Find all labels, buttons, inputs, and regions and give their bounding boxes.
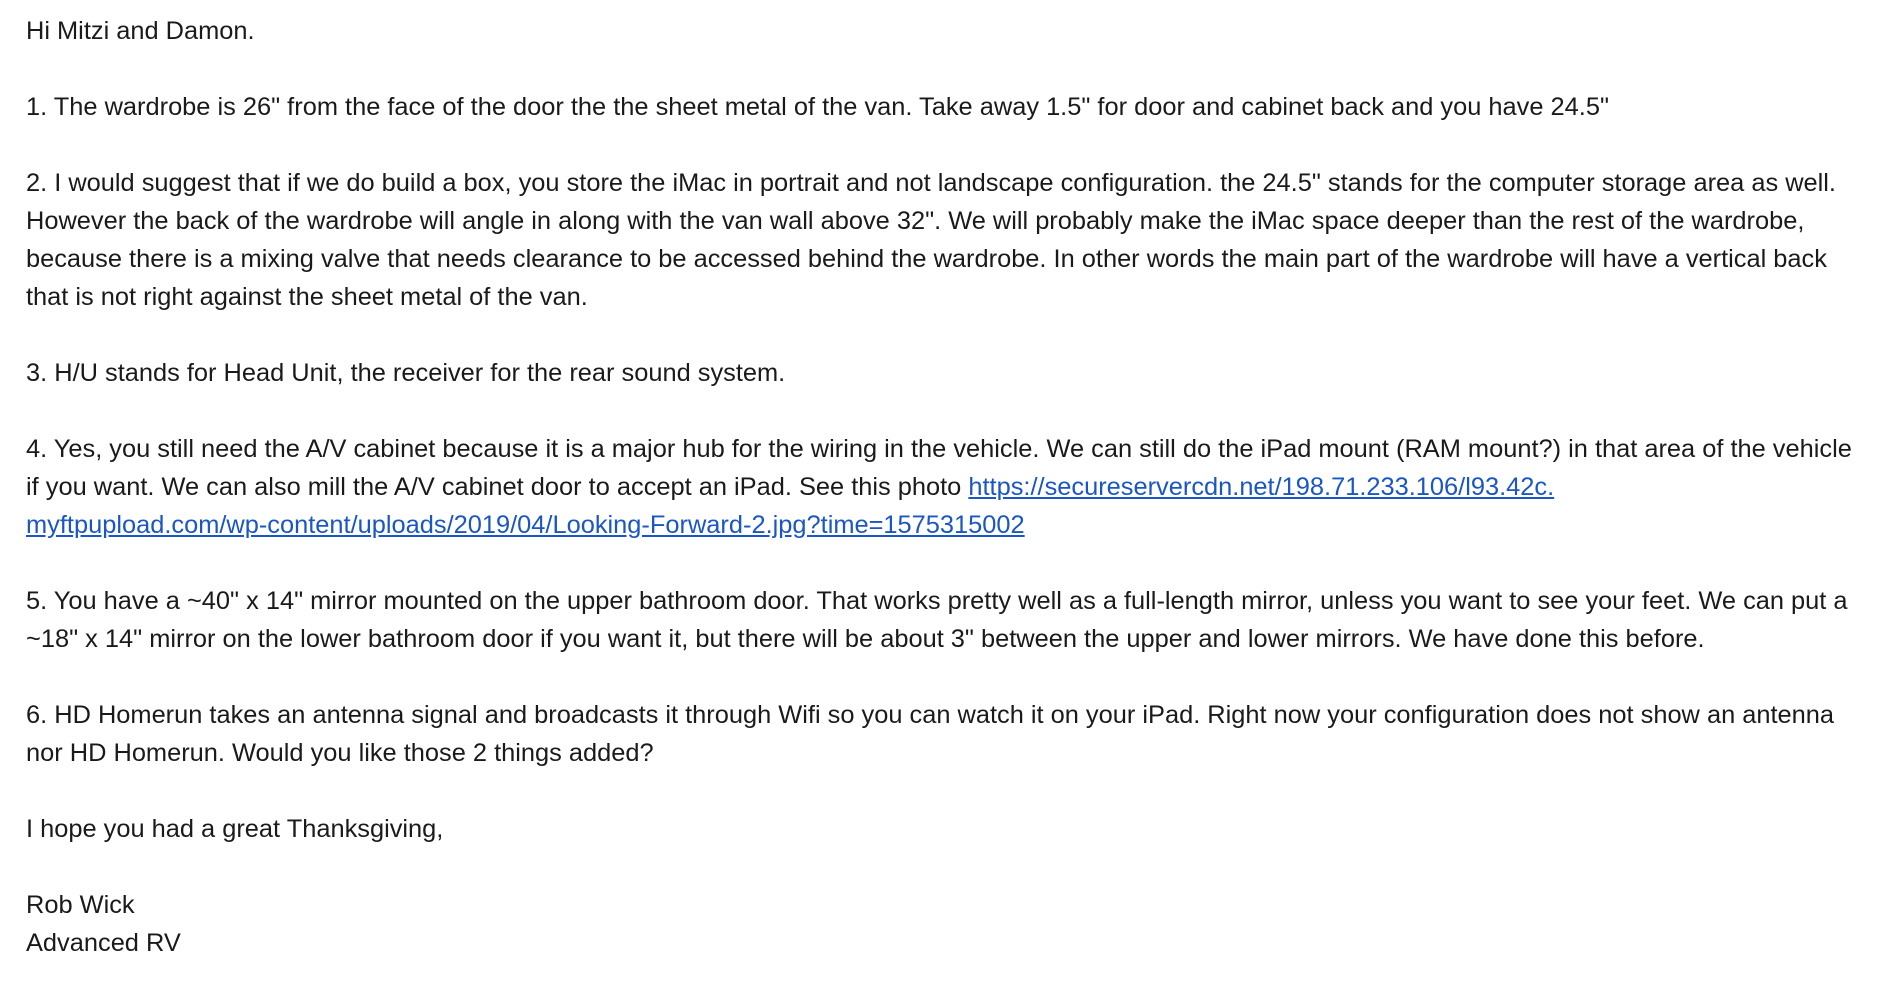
signature-company: Advanced RV [26,929,181,957]
signature-name: Rob Wick [26,891,135,919]
point-2: 2. I would suggest that if we do build a box, you store the iMac in portrait and not landscape configuration. the 24.5" stands for the computer storage area as well. However the back of the wardrobe will angle in along with the van wall above 32". We will probably make the iMac space deeper than the rest of the wardrobe, because there is a mixing valve that needs clearance to be accessed behind the wardrobe. In other words the main part of the wardrobe will have a vertical back that is not right against the sheet metal of the van. [26,169,1836,311]
greeting: Hi Mitzi and Damon. [26,17,255,45]
email-body [26,12,1871,962]
point-3: 3. H/U stands for Head Unit, the receiver for the rear sound system. [26,359,786,387]
point-1: 1. The wardrobe is 26" from the face of the door the the sheet metal of the van. Take away 1.5" for door and cabinet back and you have 24.5" [26,93,1609,121]
photo-link-part-1: https://secureservercdn.net/198.71.233.106/l93.42c. [968,473,1555,501]
closing: I hope you had a great Thanksgiving, [26,815,444,843]
point-5: 5. You have a ~40" x 14" mirror mounted on the upper bathroom door. That works pretty well as a full-length mirror, unless you want to see your feet. We can put a ~18" x 14" mirror on the lower bathroom door if you want it, but there will be about 3" between the upper and lower mirrors. We have done this before. [26,587,1848,653]
point-4-text: 4. Yes, you still need the A/V cabinet because it is a major hub for the wiring in the vehicle. We can still do the iPad mount (RAM mount?) in that area of the vehicle if you want. We can also mill the A/V cabinet door to accept an iPad. See this photo [26,435,1852,501]
point-4 [26,430,1871,544]
point-6: 6. HD Homerun takes an antenna signal and broadcasts it through Wifi so you can watch it on your iPad. Right now your configuration does not show an antenna nor HD Homerun. Would you like those 2 things added? [26,701,1835,767]
photo-link-part-2: myftpupload.com/wp-content/uploads/2019/04/Looking-Forward-2.jpg?time=1575315002 [26,511,1025,539]
